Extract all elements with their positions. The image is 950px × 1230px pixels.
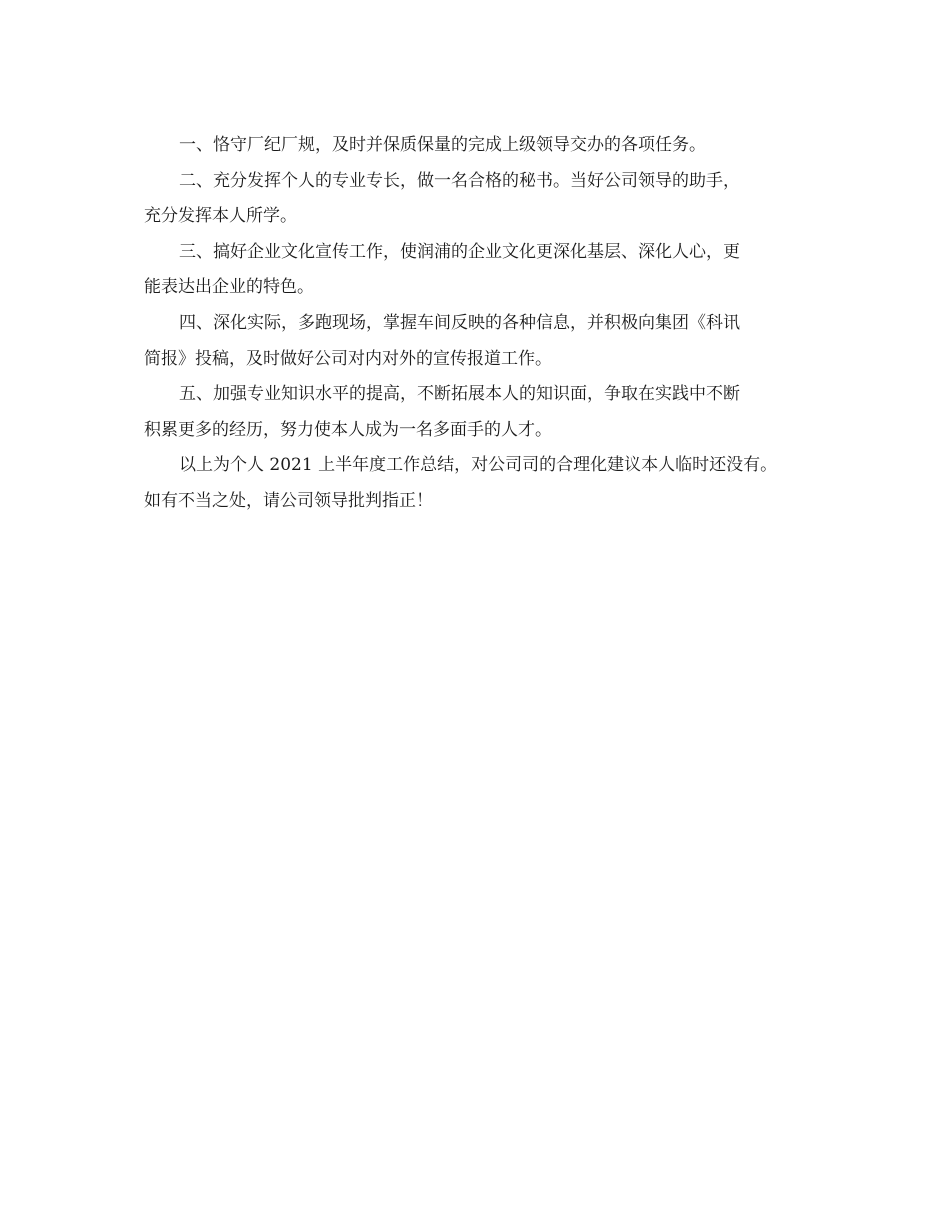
paragraph-line: 能表达出企业的特色。	[144, 277, 314, 298]
paragraph-line: 简报》投稿，及时做好公司对内对外的宣传报道工作。	[144, 348, 552, 369]
paragraph-line: 以上为个人 2021 上半年度工作总结，对公司司的合理化建议本人临时还没有。	[179, 455, 778, 476]
paragraph-1	[144, 128, 844, 164]
paragraph-line: 三、搞好企业文化宣传工作，使润浦的企业文化更深化基层、深化人心，更	[179, 241, 740, 262]
paragraph-6	[144, 448, 844, 519]
paragraph-line: 五、加强专业知识水平的提高，不断拓展本人的知识面，争取在实践中不断	[179, 384, 740, 405]
paragraph-line: 如有不当之处，请公司领导批判指正！	[144, 490, 433, 511]
paragraph-2	[144, 164, 844, 235]
paragraph-5	[144, 377, 844, 448]
paragraph-line: 四、深化实际，多跑现场，掌握车间反映的各种信息，并积极向集团《科讯	[179, 312, 740, 333]
paragraph-4	[144, 306, 844, 377]
paragraph-3	[144, 235, 844, 306]
paragraph-line: 一、恪守厂纪厂规，及时并保质保量的完成上级领导交办的各项任务。	[179, 135, 706, 155]
paragraph-line: 二、充分发挥个人的专业专长，做一名合格的秘书。当好公司领导的助手，	[179, 170, 740, 191]
paragraph-line: 积累更多的经历，努力使本人成为一名多面手的人才。	[144, 419, 552, 440]
document-body	[144, 128, 844, 520]
paragraph-line: 充分发挥本人所学。	[144, 206, 297, 227]
